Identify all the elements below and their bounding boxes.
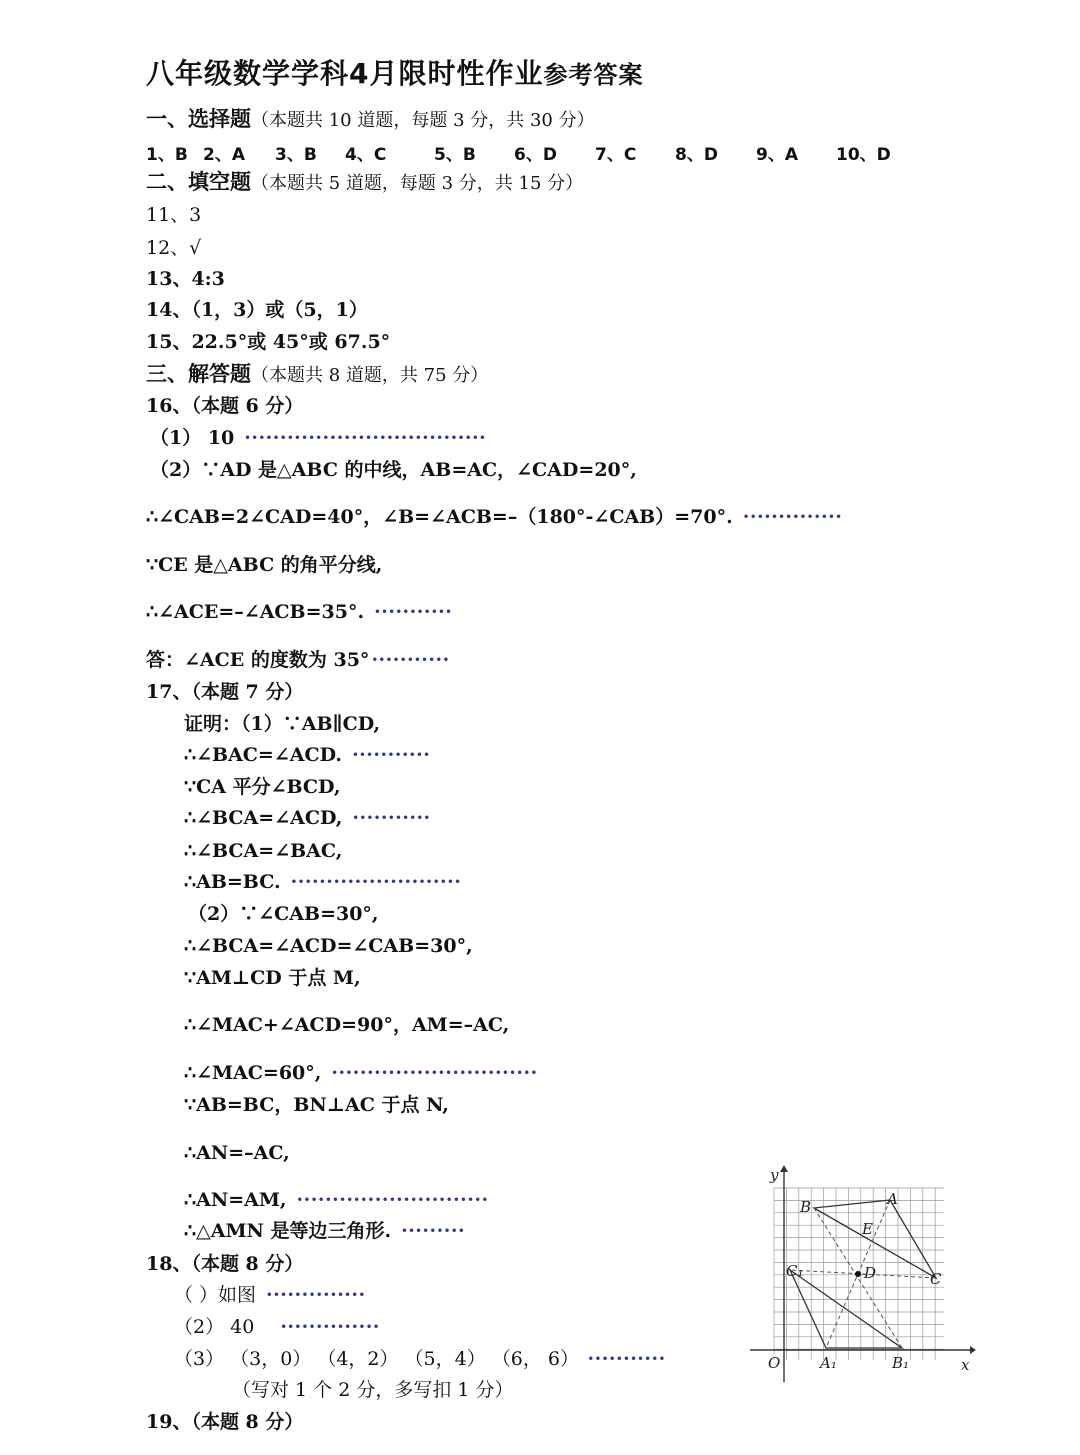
q18-scoring-note: （写对 1 个 2 分，多写扣 1 分） [232,1379,514,1401]
fill-answer: 11、3 [146,204,202,226]
q17-step-text: ∴∠BAC=∠ACD. [184,744,343,766]
y-axis-arrow [780,1165,788,1172]
q16-line: （2）∵AD 是△ABC 的中线，AB=AC，∠CAD=20°, [150,459,637,481]
dashed-line-c-c1 [790,1270,936,1278]
fill-answer: 15、22.5°或 45°或 67.5° [146,331,391,353]
q18-line [174,1346,666,1372]
q16-line [150,425,486,451]
q17-line: ∵AM⊥CD 于点 M, [184,967,361,989]
choice-answer: 2、A [203,145,245,165]
label-b1: B₁ [892,1354,910,1372]
choice-answer: 3、B [275,145,317,165]
q18-line [174,1314,380,1340]
q16-line [146,504,842,530]
score-dots: ··························· [296,1189,489,1211]
label-c: C [930,1270,942,1288]
title-main: 八年级数学学科4月限时性作业 [146,57,544,90]
q16-step-text: ∴∠CAB=2∠CAD=40°，∠B=∠ACB=–（180°-∠CAB）=70°. [146,506,733,528]
section-1-note: （本题共 10 道题，每题 3 分，共 30 分） [251,110,595,131]
dashed-line-b-b1 [814,1208,902,1348]
section-2-header [146,169,583,197]
choice-answer: 8、D [675,145,718,165]
q17-heading: 17、（本题 7 分） [146,681,304,703]
section-3-note: （本题共 8 道题，共 75 分） [251,365,489,386]
q17-step-text: ∴∠BCA=∠ACD, [184,807,343,829]
label-origin: O [768,1354,781,1372]
choice-answer: 1、B [146,145,188,165]
choice-answer: 10、D [836,145,891,165]
score-dots: ··········· [371,649,450,671]
choice-answer: 5、B [434,145,476,165]
q18-part3-text: （3） （3，0） （4，2） （5，4） （6， 6） [174,1348,570,1370]
score-dots: ··········· [587,1348,666,1370]
label-a1: A₁ [820,1354,837,1372]
q19-heading: 19、（本题 8 分） [146,1411,304,1433]
section-3-header [146,361,488,389]
q16-part1-text: （1） 10 [150,427,235,449]
section-1-heading: 一、选择题 [146,107,251,131]
q16-line: ∵CE 是△ABC 的角平分线, [146,554,383,576]
q17-line [184,1187,489,1213]
choice-answer: 9、A [756,145,798,165]
point-d [855,1271,861,1277]
coordinate-grid-figure [740,1160,980,1390]
q17-step-text: ∴△AMN 是等边三角形. [184,1220,392,1242]
q17-line [184,1060,538,1086]
q17-line: （2）∵∠CAB=30°, [188,903,379,925]
q16-answer-text: 答：∠ACE 的度数为 35° [146,649,370,671]
score-dots: ·································· [244,427,487,449]
choice-answer: 4、C [345,145,387,165]
q18-part1-text: （ ）如图 [174,1284,257,1306]
label-y-axis: y [770,1166,779,1184]
q16-line [146,599,452,625]
q17-step-text: ∴AB=BC. [184,871,281,893]
fill-answer: 13、4:3 [146,268,225,290]
fill-answer: 14、（1，3）或（5，1） [146,299,368,321]
section-1-header [146,106,595,134]
section-2-heading: 二、填空题 [146,170,251,194]
score-dots: ··········· [352,807,431,829]
q17-line [184,869,461,895]
fill-answer: 12、√ [146,237,202,259]
label-a: A [887,1190,898,1208]
q16-step-text: ∴∠ACE=–∠ACB=35°. [146,601,365,623]
q18-line [174,1282,366,1308]
score-dots: ·············· [742,506,843,528]
q17-line: ∴AN=–AC, [184,1142,290,1164]
q17-line: ∴∠MAC+∠ACD=90°，AM=–AC, [184,1014,510,1036]
score-dots: ········· [401,1220,466,1242]
q17-line: ∵AB=BC，BN⊥AC 于点 N, [184,1094,449,1116]
q16-heading: 16、（本题 6 分） [146,395,304,417]
title-suffix: 参考答案 [543,61,644,89]
q17-line [184,1218,465,1244]
q17-line [184,742,430,768]
q17-step-text: ∴AN=AM, [184,1189,287,1211]
choice-answer: 6、D [514,145,557,165]
label-e: E [862,1220,873,1238]
label-c1: C₁ [786,1262,804,1280]
q17-line: 证明：（1）∵AB∥CD, [184,713,381,735]
q18-heading: 18、（本题 8 分） [146,1253,304,1275]
score-dots: ··········· [352,744,431,766]
section-2-note: （本题共 5 道题，每题 3 分，共 15 分） [251,173,584,194]
q17-line: ∴∠BCA=∠ACD=∠CAB=30°, [184,935,473,957]
q17-step-text: ∴∠MAC=60°, [184,1062,322,1084]
label-x-axis: x [961,1356,970,1374]
score-dots: ····························· [331,1062,538,1084]
x-axis-arrow [970,1346,976,1354]
score-dots: ·············· [266,1284,366,1306]
q17-line: ∵CA 平分∠BCD, [184,776,341,798]
score-dots: ························ [290,871,462,893]
section-3-heading: 三、解答题 [146,362,251,386]
page-title [146,52,643,92]
triangle-a1b1c1 [790,1270,902,1348]
q18-part2-text: （2） 40 [174,1316,255,1338]
choice-answer: 7、C [595,145,637,165]
label-b: B [800,1198,812,1216]
score-dots: ··········· [374,601,453,623]
score-dots: ·············· [280,1316,380,1338]
q17-line: ∴∠BCA=∠BAC, [184,840,343,862]
q17-line [184,805,431,831]
label-d: D [864,1264,877,1282]
q16-line [146,647,450,673]
